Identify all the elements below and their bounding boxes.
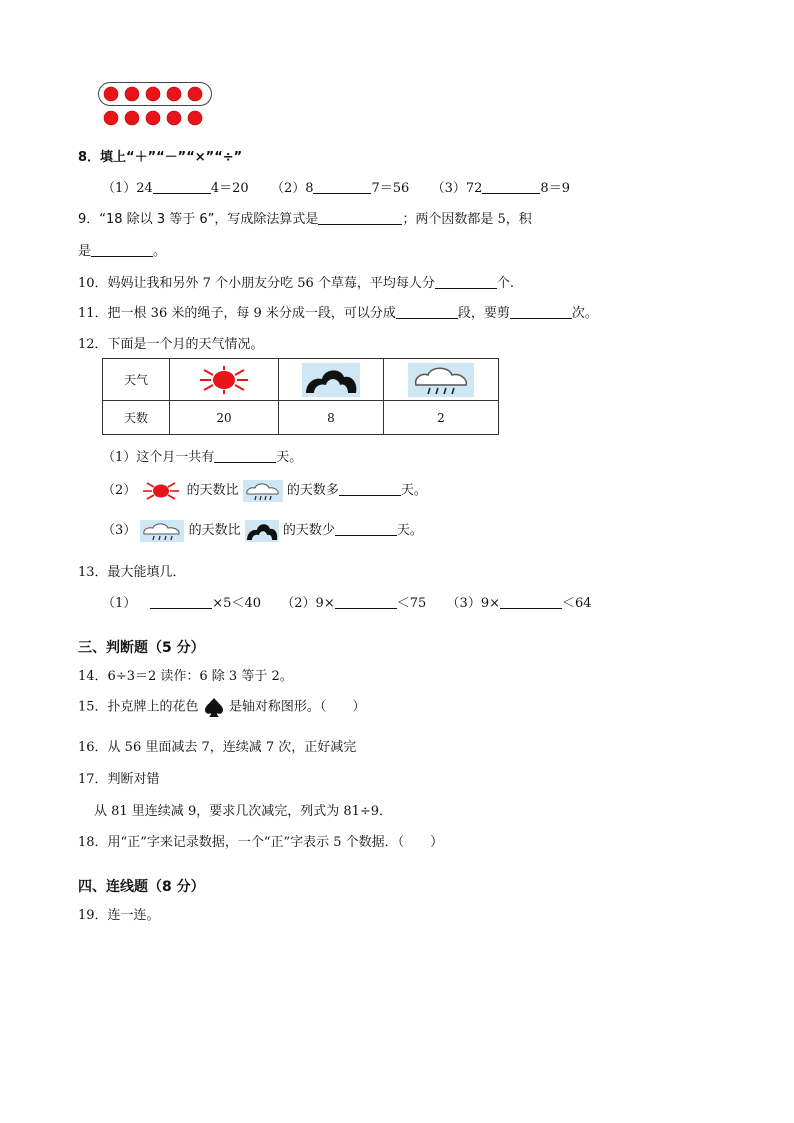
q12-sub1-text-a: （1）这个月一共有 xyxy=(102,450,215,465)
q13-row xyxy=(102,592,592,611)
q13-p1-right: ×5＜40 xyxy=(212,596,261,611)
q8-title: 8．填上“＋”“－”“×”“÷” xyxy=(78,150,243,165)
q15-text-a: 15．扑克牌上的花色 xyxy=(78,699,199,715)
section-3-heading: 三、判断题（5 分） xyxy=(78,640,205,656)
red-dots xyxy=(98,82,214,128)
spade-icon xyxy=(203,696,225,718)
cloud-icon xyxy=(302,363,360,397)
q15-text-b: 是轴对称图形。（ ） xyxy=(228,699,366,715)
q11-blank-1[interactable] xyxy=(396,306,458,319)
sun-icon xyxy=(140,480,182,502)
q12-sub2-text-c: 的天数多 xyxy=(286,483,339,498)
q8-p2-right: 7＝56 xyxy=(371,181,410,196)
q10-text-a: 10．妈妈让我和另外 7 个小朋友分吃 56 个草莓，平均每人分 xyxy=(78,276,435,291)
q8-p1-left: （1）24 xyxy=(102,181,153,196)
q12-sub1-blank[interactable] xyxy=(214,450,276,463)
q12-sub3-blank[interactable] xyxy=(335,523,397,536)
q8-p3-left: （3）72 xyxy=(431,181,483,196)
q12-sub3 xyxy=(102,518,423,544)
q17-title: 17．判断对错 xyxy=(78,772,160,787)
q13-p2-blank[interactable] xyxy=(335,596,397,609)
q12-title: 12．下面是一个月的天气情况。 xyxy=(78,337,264,352)
q9-text-d: 。 xyxy=(153,244,167,259)
q10-text-b: 个. xyxy=(496,276,515,291)
q12-sub3-num: （3） xyxy=(102,523,137,538)
weather-cell-rain xyxy=(384,359,499,401)
days-cloud: 8 xyxy=(279,401,384,435)
rain-icon xyxy=(140,520,184,542)
q11-text-a: 11．把一根 36 米的绳子，每 9 米分成一段，可以分成 xyxy=(78,306,396,321)
q13-p2-right: ＜75 xyxy=(396,596,427,611)
rain-icon xyxy=(408,363,474,397)
q13-p3-right: ＜64 xyxy=(561,596,592,611)
q13-p1-left: （1） xyxy=(102,596,137,611)
weather-table xyxy=(102,358,499,435)
q8-p1-right: 4＝20 xyxy=(210,181,249,196)
q8-p2-left: （2）8 xyxy=(270,181,314,196)
q9-text-b: ；两个因数都是 5，积 xyxy=(402,212,532,227)
q19: 19．连一连。 xyxy=(78,908,160,923)
days-rain: 2 xyxy=(384,401,499,435)
q13-p3-left: （3）9× xyxy=(446,596,500,611)
q12-sub2 xyxy=(102,478,427,504)
q9-text-a: 9．“18 除以 3 等于 6”，写成除法算式是 xyxy=(78,212,319,227)
q12-sub2-text-b: 的天数比 xyxy=(186,483,239,498)
q8-row xyxy=(102,177,570,196)
q10 xyxy=(78,272,514,291)
q9-blank-2[interactable] xyxy=(91,244,153,257)
q16: 16．从 56 里面减去 7，连续减 7 次，正好减完 xyxy=(78,740,357,755)
q8-p1-blank[interactable] xyxy=(153,181,211,194)
q8-p3-blank[interactable] xyxy=(482,181,540,194)
cloud-icon xyxy=(245,520,279,542)
q9-line2 xyxy=(78,240,166,259)
q13-p3-blank[interactable] xyxy=(500,596,562,609)
q18: 18．用“正”字来记录数据，一个“正”字表示 5 个数据．（ ） xyxy=(78,835,444,850)
q12-sub1 xyxy=(102,446,302,465)
weather-row-label: 天气 xyxy=(103,359,170,401)
q12-sub3-text-d: 天。 xyxy=(396,523,423,538)
weather-cell-sun xyxy=(170,359,279,401)
rain-icon xyxy=(243,480,283,502)
q8-p3-right: 8＝9 xyxy=(540,181,570,196)
sun-icon xyxy=(194,365,254,395)
q9-line1 xyxy=(78,208,532,227)
q11-text-b: 段，要剪 xyxy=(457,306,510,321)
q12-sub1-text-b: 天。 xyxy=(276,450,303,465)
dots-figure xyxy=(98,82,214,128)
q9-text-c: 是 xyxy=(78,244,92,259)
q12-sub3-text-b: 的天数比 xyxy=(188,523,241,538)
q12-sub2-blank[interactable] xyxy=(339,483,401,496)
q11 xyxy=(78,302,598,321)
q14: 14．6÷3＝2 读作：6 除 3 等于 2。 xyxy=(78,669,293,684)
q10-blank[interactable] xyxy=(435,276,497,289)
q13-title: 13．最大能填几． xyxy=(78,565,186,580)
section-4-heading: 四、连线题（8 分） xyxy=(78,879,205,895)
days-row-label: 天数 xyxy=(103,401,170,435)
q13-p2-left: （2）9× xyxy=(281,596,335,611)
q8-p2-blank[interactable] xyxy=(313,181,371,194)
q13-p1-blank[interactable] xyxy=(150,596,212,609)
weather-cell-cloud xyxy=(279,359,384,401)
q15 xyxy=(78,696,365,718)
q12-sub3-text-c: 的天数少 xyxy=(282,523,335,538)
q11-blank-2[interactable] xyxy=(510,306,572,319)
days-sun: 20 xyxy=(170,401,279,435)
q17-body: 从 81 里连续减 9，要求几次减完，列式为 81÷9． xyxy=(94,804,393,819)
q12-sub2-num: （2） xyxy=(102,483,137,498)
q12-sub2-text-d: 天。 xyxy=(400,483,427,498)
q11-text-c: 次。 xyxy=(571,306,598,321)
q9-blank-1[interactable] xyxy=(318,212,402,225)
